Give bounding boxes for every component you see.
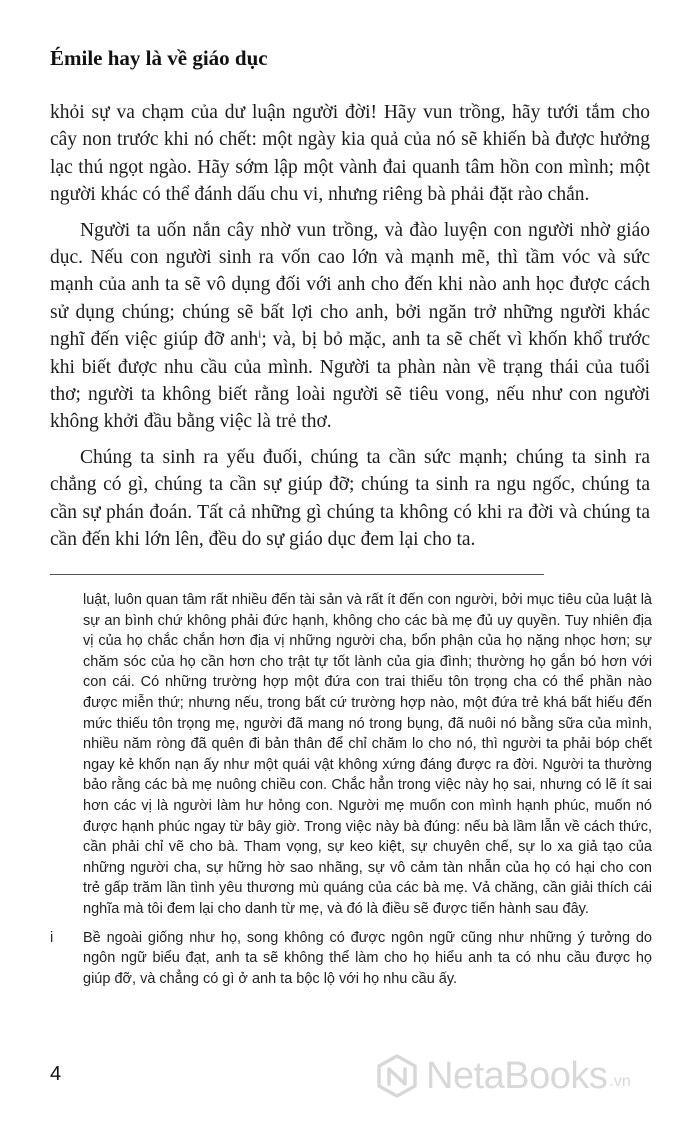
footnote-divider: [50, 574, 544, 575]
watermark-text: NetaBooks: [426, 1054, 608, 1097]
netabooks-logo-icon: [374, 1053, 420, 1099]
paragraph-2-text-a: Người ta uốn nắn cây nhờ vun trồng, và đào luyện con người nhờ giáo dục. Nếu con người sinh ra vốn cao lớn và mạnh mẽ, thì tầm vóc và sức mạnh của anh ta sẽ vô dụng đối với anh cho đến khi nào anh học được cách sử dụng chúng; chúng sẽ bất lợi cho anh, bởi ngăn trở những người khác nghĩ đến việc giúp đỡ anh: [50, 219, 650, 351]
footnote-marker: i: [50, 929, 54, 946]
footnote-text: Bề ngoài giống như họ, song không có được ngôn ngữ cũng như những ý tưởng do ngôn ngữ biểu đạt, anh ta sẽ không thể làm cho họ hiểu anh ta có nhu cầu được họ giúp đỡ, và chẳng có gì ở anh ta bộc lộ với họ nhu cầu ấy.: [83, 929, 652, 987]
page-number: 4: [50, 1063, 62, 1085]
paragraph-3: Chúng ta sinh ra yếu đuối, chúng ta cần sức mạnh; chúng ta sinh ra chẳng có gì, chúng ta cần sự giúp đỡ; chúng ta sinh ra ngu ngốc, chúng ta cần sự phán đoán. Tất cả những gì chúng ta không có khi ra đời và chúng ta cần đến khi lớn lên, đều do sự giáo dục đem lại cho ta.: [50, 446, 650, 551]
footnote-i: [50, 928, 652, 990]
footnote-marker: [50, 590, 83, 920]
paragraph-2-text-b: ; và, bị bỏ mặc, anh ta sẽ chết vì khốn khổ trước khi biết được nhu cầu của mình. Người ta phàn nàn về trạng thái của tuổi thơ; người ta không biết rằng loài người sẽ tiêu vong, nếu như con người không khởi đầu bằng việc là trẻ thơ.: [50, 329, 650, 433]
footnote-text: luật, luôn quan tâm rất nhiều đến tài sản và rất ít đến con người, bởi mục tiêu của luật là sự an bình chứ không phải đức hạnh, không cho các bà mẹ đủ uy quyền. Tuy nhiên địa vị của họ chắc chắn hơn địa vị những người cha, bổn phận của họ nặng nhọc hơn; sự chăm sóc của họ cần hơn cho trật tự tốt lành của gia đình; thường họ gắn bó hơn với con cái. Có những trường hợp một đứa con trai thiếu tôn trọng cha có thể phần nào được miễn thứ; nhưng nếu, trong bất cứ trường hợp nào, một đứa trẻ khá bất hiếu đến mức thiếu tôn trọng mẹ, người đã mang nó trong bụng, đã nuôi nó bằng sữa của mình, nhiều năm ròng đã quên đi bản thân để chỉ chăm lo cho nó, thì người ta phải bóp chết ngay kẻ khốn nạn ấy như một quái vật không xứng đáng được ra đời. Người ta thường bảo rằng các bà mẹ nuông chiều con. Chắc hẳn trong việc này họ sai, nhưng có lẽ ít sai hơn các vị là người làm hư hỏng con. Người mẹ muốn con mình hạnh phúc, muốn nó được hạnh phúc ngay từ bây giờ. Trong việc này bà đúng: nếu bà lầm lẫn về cách thức, cần phải chỉ vẽ cho bà. Tham vọng, sự keo kiệt, sự chuyên chế, sự lo xa giả tạo của những người cha, sự hững hờ sao nhãng, sự vô cảm tàn nhẫn của họ có hại cho con trẻ gấp trăm lần tình yêu thương mù quáng của các bà mẹ. Vả chăng, cần giải thích cái nghĩa mà tôi đem lại cho danh từ mẹ, và đó là điều sẽ được tiến hành sau đây.: [83, 592, 652, 917]
footnote-reference-i: i: [258, 328, 262, 341]
netabooks-watermark: [374, 1050, 631, 1102]
footnote-continued: [50, 590, 652, 920]
paragraph-2: [50, 217, 650, 436]
watermark-suffix: .vn: [609, 1073, 631, 1090]
footnotes: [50, 590, 652, 989]
running-head: Émile hay là về giáo dục: [50, 46, 268, 70]
paragraph-1: khỏi sự va chạm của dư luận người đời! Hãy vun trồng, hãy tưới tắm cho cây non trước khi nó chết: một ngày kia quả của nó sẽ khiến bà được hưởng lạc thú ngọt ngào. Hãy sớm lập một vành đai quanh tâm hồn con mình; một người khác có thể đánh dấu chu vi, nhưng riêng bà phải đặt rào chắn.: [50, 102, 650, 206]
body-text: [50, 99, 650, 554]
